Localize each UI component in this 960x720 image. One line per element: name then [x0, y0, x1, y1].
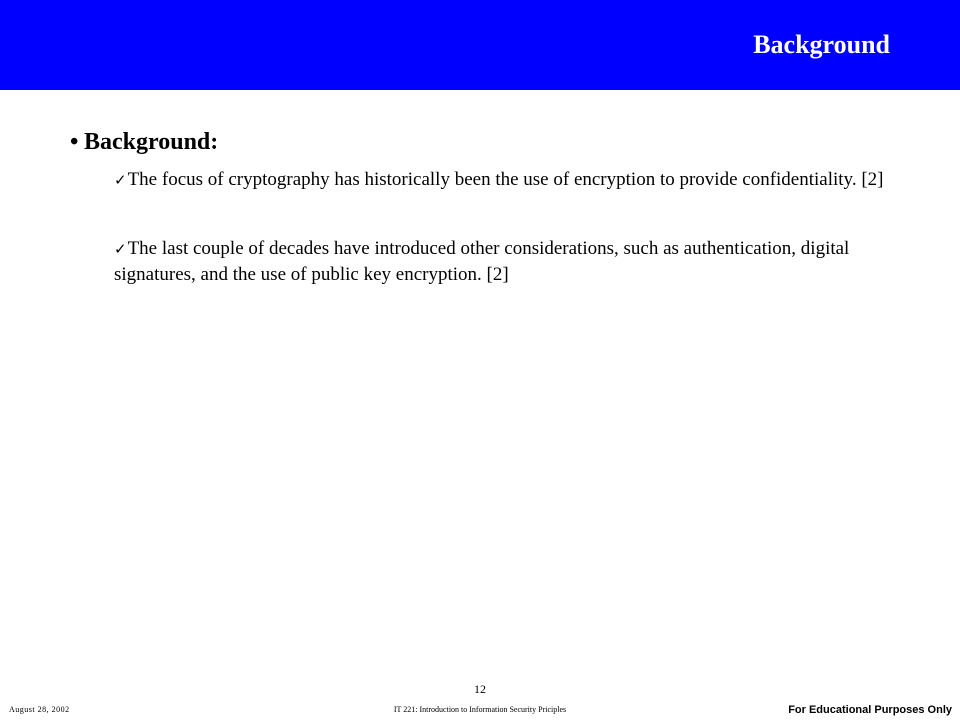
check-icon: ✓: [114, 171, 127, 189]
section-heading: [70, 125, 910, 159]
footer: [0, 680, 960, 720]
footer-date: August 28, 2002: [9, 705, 70, 714]
slide-content: [70, 125, 910, 330]
list-item-text: The last couple of decades have introduced other considerations, such as authentication, digital signatures, and the use of public key encryption. [2]: [114, 238, 850, 285]
bullet-list: [114, 167, 910, 287]
section-heading-text: Background:: [84, 129, 219, 155]
check-icon: ✓: [114, 240, 127, 258]
page-number: 12: [474, 682, 486, 696]
bullet-icon: •: [70, 129, 79, 155]
footer-note: For Educational Purposes Only: [788, 704, 952, 716]
header-bar: [0, 0, 960, 90]
slide-title: Background: [753, 30, 890, 59]
list-item: [114, 167, 910, 193]
list-item-text: The focus of cryptography has historically been the use of encryption to provide confidentiality. [2]: [127, 169, 884, 190]
footer-course-title: IT 221: Introduction to Information Security Priciples: [393, 705, 567, 714]
list-item: [114, 236, 910, 287]
